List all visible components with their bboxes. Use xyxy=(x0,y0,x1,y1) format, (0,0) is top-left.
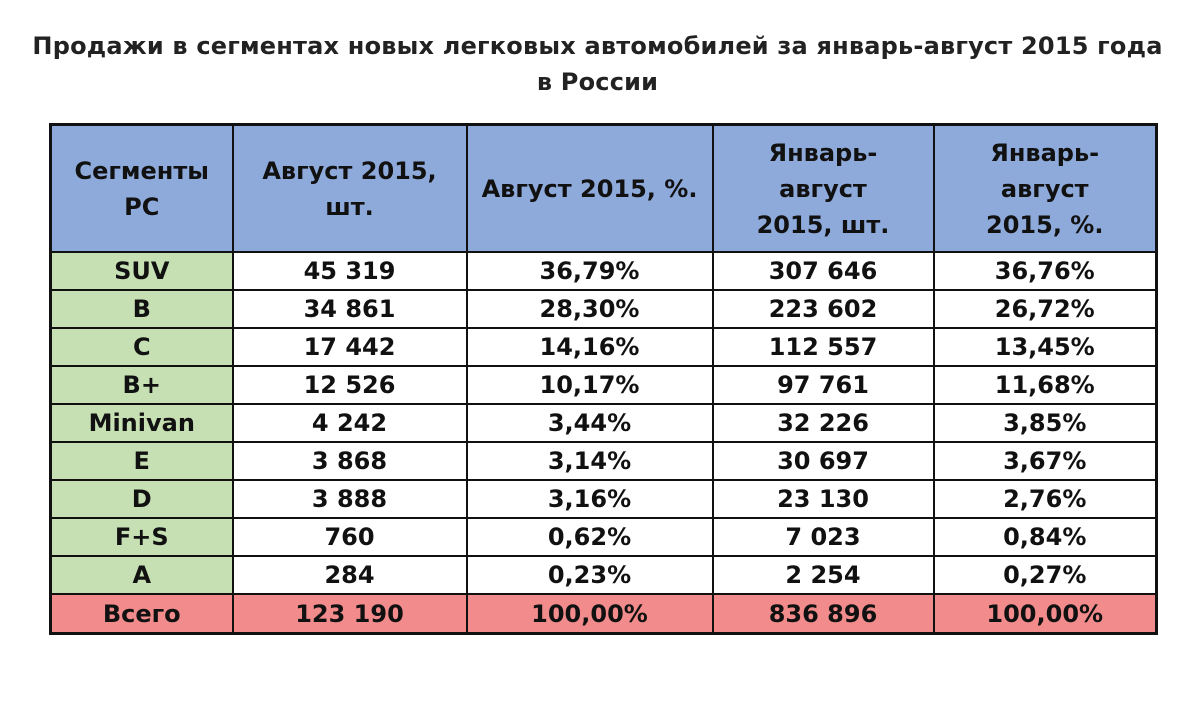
cell-segment: D xyxy=(51,480,233,518)
column-header-segment: Сегменты РС xyxy=(51,125,233,253)
table-row xyxy=(51,290,1157,328)
cell-ytd-units: 307 646 xyxy=(713,252,934,290)
cell-segment: A xyxy=(51,556,233,594)
cell-segment: E xyxy=(51,442,233,480)
cell-ytd-units: 97 761 xyxy=(713,366,934,404)
cell-segment: B+ xyxy=(51,366,233,404)
cell-aug-pct: 14,16% xyxy=(467,328,713,366)
sales-table xyxy=(49,123,1158,635)
cell-aug-pct: 28,30% xyxy=(467,290,713,328)
cell-segment: C xyxy=(51,328,233,366)
cell-segment: Minivan xyxy=(51,404,233,442)
total-ytd-pct: 100,00% xyxy=(934,594,1157,634)
cell-aug-pct: 3,14% xyxy=(467,442,713,480)
cell-aug-pct: 0,23% xyxy=(467,556,713,594)
column-header-aug-units: Август 2015, шт. xyxy=(233,125,467,253)
table-row xyxy=(51,328,1157,366)
cell-aug-pct: 10,17% xyxy=(467,366,713,404)
cell-ytd-pct: 3,67% xyxy=(934,442,1157,480)
table-row xyxy=(51,252,1157,290)
cell-ytd-pct: 2,76% xyxy=(934,480,1157,518)
cell-ytd-units: 2 254 xyxy=(713,556,934,594)
total-label: Всего xyxy=(51,594,233,634)
total-aug-units: 123 190 xyxy=(233,594,467,634)
cell-aug-units: 4 242 xyxy=(233,404,467,442)
total-aug-pct: 100,00% xyxy=(467,594,713,634)
table-row xyxy=(51,442,1157,480)
column-header-ytd-pct: Январь-август 2015, %. xyxy=(934,125,1157,253)
cell-aug-units: 3 868 xyxy=(233,442,467,480)
cell-aug-units: 760 xyxy=(233,518,467,556)
table-row xyxy=(51,556,1157,594)
total-row xyxy=(51,594,1157,634)
cell-ytd-pct: 0,27% xyxy=(934,556,1157,594)
cell-ytd-units: 112 557 xyxy=(713,328,934,366)
cell-segment: B xyxy=(51,290,233,328)
cell-aug-units: 12 526 xyxy=(233,366,467,404)
cell-aug-pct: 3,16% xyxy=(467,480,713,518)
table-header-row xyxy=(51,125,1157,253)
column-header-aug-pct: Август 2015, %. xyxy=(467,125,713,253)
cell-aug-units: 34 861 xyxy=(233,290,467,328)
table-row xyxy=(51,366,1157,404)
cell-ytd-pct: 36,76% xyxy=(934,252,1157,290)
cell-ytd-pct: 13,45% xyxy=(934,328,1157,366)
cell-ytd-units: 23 130 xyxy=(713,480,934,518)
cell-ytd-pct: 3,85% xyxy=(934,404,1157,442)
cell-ytd-units: 223 602 xyxy=(713,290,934,328)
cell-aug-pct: 36,79% xyxy=(467,252,713,290)
cell-ytd-units: 7 023 xyxy=(713,518,934,556)
cell-aug-units: 284 xyxy=(233,556,467,594)
table-row xyxy=(51,518,1157,556)
cell-ytd-pct: 0,84% xyxy=(934,518,1157,556)
cell-aug-units: 3 888 xyxy=(233,480,467,518)
page-title xyxy=(0,28,1195,100)
cell-aug-pct: 0,62% xyxy=(467,518,713,556)
cell-ytd-units: 32 226 xyxy=(713,404,934,442)
cell-ytd-pct: 26,72% xyxy=(934,290,1157,328)
cell-aug-units: 17 442 xyxy=(233,328,467,366)
cell-segment: F+S xyxy=(51,518,233,556)
table-row xyxy=(51,480,1157,518)
table-row xyxy=(51,404,1157,442)
cell-ytd-pct: 11,68% xyxy=(934,366,1157,404)
title-line-1: Продажи в сегментах новых легковых автомобилей за январь-август 2015 года xyxy=(32,32,1163,60)
cell-aug-pct: 3,44% xyxy=(467,404,713,442)
title-line-2: в России xyxy=(536,68,659,96)
cell-aug-units: 45 319 xyxy=(233,252,467,290)
cell-segment: SUV xyxy=(51,252,233,290)
column-header-ytd-units: Январь-август 2015, шт. xyxy=(713,125,934,253)
cell-ytd-units: 30 697 xyxy=(713,442,934,480)
total-ytd-units: 836 896 xyxy=(713,594,934,634)
